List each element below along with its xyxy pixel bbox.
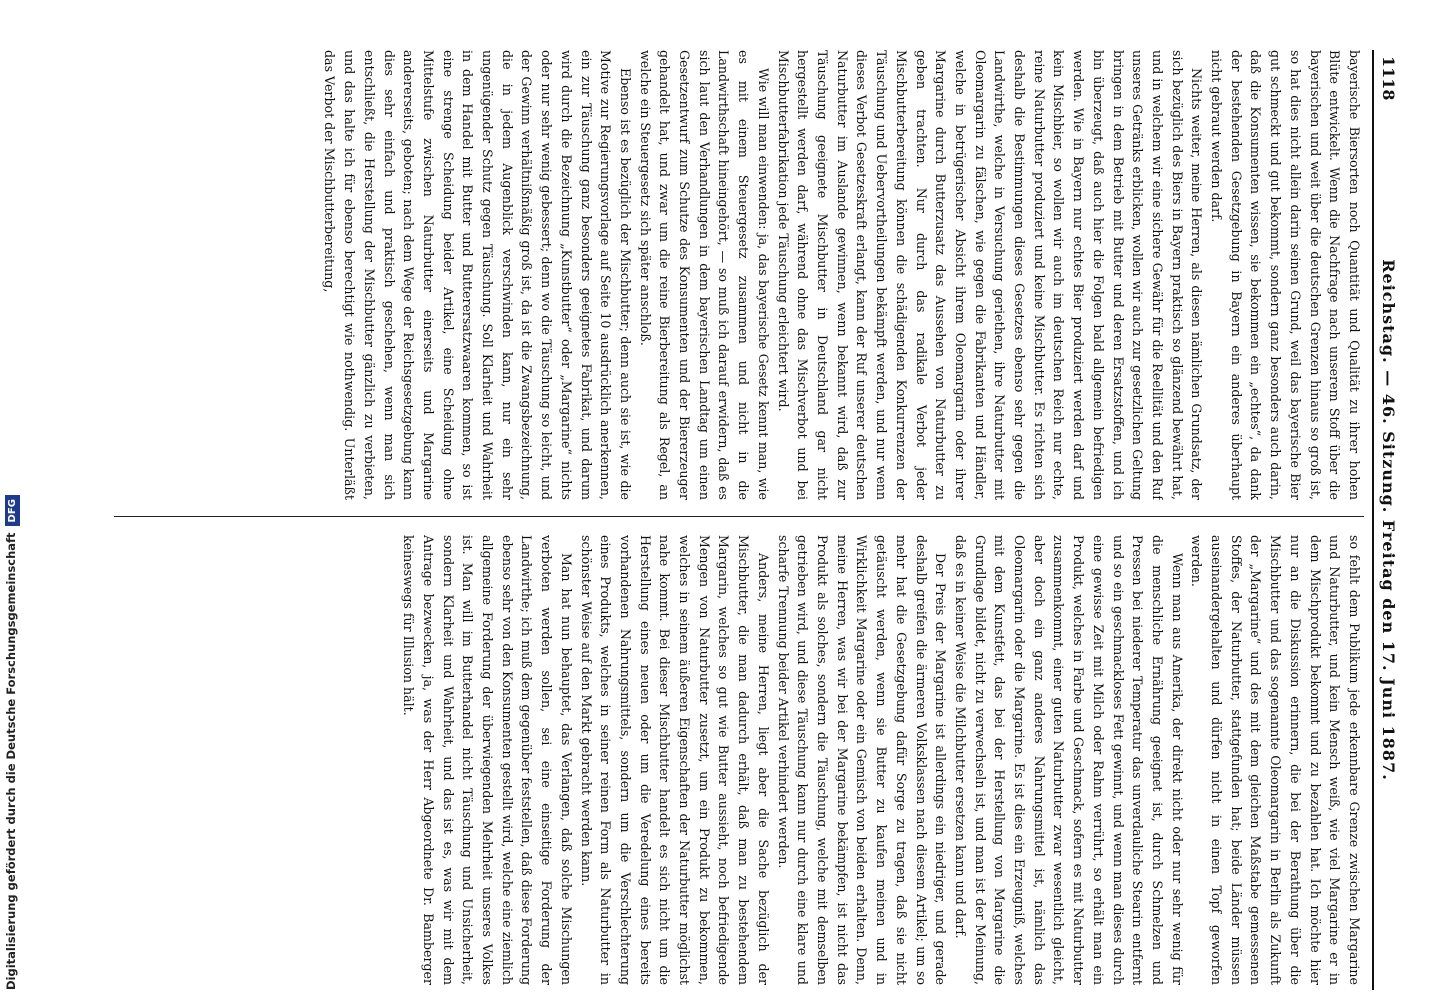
page-number: 1118 — [1379, 56, 1398, 101]
text-column-left — [114, 50, 1364, 500]
paragraph: Nichts weiter, meine Herren, als diesen nämlichen Grundsatz, der sich bezüglich des Biers in Bayern praktisch so glänzend bewährt hat, und in welchem wir eine sichere Gewähr für die Reellität und den Ruf unseres Getränks erblicken, wollen wir auch zur gesetzlichen Geltung bringen in dem Betrieb mit Butter und deren Ersatzstoffen, und ich bin überzeugt, daß auch hier die Folgen bald allgemein befriedigen werden. Wie in Bayern nur echtes Bier produziert werden darf und kein Mischbier, so wollen wir auch im deutschen Reich nur echte, reine Naturbutter produziert und keine Mischbutter. Es richten sich deshalb die Bestimmungen dieses Gesetzes ebenso sehr gegen die Landwirthe, welche in Versuchung geriethen, ihre Naturbutter mit Oleomargarin zu fälschen, wie gegen die Fabrikanten und Händler, welche in betrügerischer Absicht ihrem Oleomargarin oder ihrer Margarine durch Butterzusatz das Aussehen von Naturbutter zu geben trachten. Nur durch das radikale Verbot jeder Mischbutterbereitung können die schädigenden Konkurrenzen der Täuschung und Uebervortheilungen bekämpft werden, und nur wenn dieses Verbot Gesetzeskraft erlangt, kann der Ruf unserer deutschen Naturbutter im Auslande gewinnen, wenn bekannt wird, daß zur Täuschung geeignete Mischbutter in Deutschland gar nicht hergestellt werden darf, während ohne das Mischverbot und bei Mischbutterfabrikation jede Täuschung erleichtert wird. — [775, 50, 1205, 500]
paragraph: Anders, meine Herren, liegt aber die Sache bezüglich der Mischbutter, die man dadurch erhält, daß man zu bestehendem Margarin, welches so gut wie Butter aussieht, noch befriedigende Mengen von Naturbutter zusetzt, um ein Produkt zu bekommen, welches in seinem äußeren Eigenschaften der Naturbutter möglichst nahe kommt. Bei dieser Mischbutter handelt es sich nicht um die Herstellung eines neuen oder um die Veredelung eines bereits vorhandenen Nahrungsmittels, sondern um die Verschlechterung eines Produkts, welches in seiner reinen Form als Naturbutter in schönster Weise auf den Markt gebracht werden kann. — [578, 535, 771, 985]
paragraph: Wie will man einwenden: ja, das bayerische Gesetz kennt man, wie es mit einem Steuergesetz zusammen und nicht in die Landwirthschaft hineingehört, — so muß ich darauf erwidern, daß es sich laut den Verhandlungen in dem bayerischen Landtag um einen Gesetzentwurf zum Schutze des Konsumenten und der Biererzeuger gehandelt hat, und zwar um die reine Bierbereitung als Regel, an welche ein Steuergesetz sich später anschloß. — [637, 50, 771, 500]
paragraph: so fehlt dem Publikum jede erkennbare Grenze zwischen Margarine und Naturbutter, und kein Mensch weiß, wie viel Margarine er in dem Mischprodukt bekommt und zu bezahlen hat. Ich möchte hier nur an die Diskussion erinnern, die bei der Berathung über die Mischbutter und das sogenannte Oleomargarin in Berlin als Zukunft der „Margarine“ und des mit dem gleichen Maßstabe gemessenen Stoffes, der Naturbutter, stattgefunden hat; beide Länder müssen auseinandergehalten und dürfen nicht in einen Topf geworfen werden. — [1189, 535, 1362, 985]
text-column-right — [114, 535, 1364, 985]
column-divider — [114, 516, 1364, 517]
paragraph: Der Preis der Margarine ist allerdings ein niedriger, und gerade deshalb greifen die ärmeren Volksklassen nach diesem Artikel; um so mehr hat die Gesetzgebung dafür Sorge zu tragen, daß sie nicht getäuscht werden, wenn sie Butter zu kaufen meinen und in Wirklichkeit Margarine oder ein Gemisch von beiden erhalten. Denn, meine Herren, was wir bei der Margarine bekämpfen, ist nicht das Produkt als solches, sondern die Täuschung, welche mit demselben getrieben wird, und diese Täuschung kann nur durch eine klare und scharfe Trennung beider Artikel verhindert werden. — [775, 535, 949, 985]
scanned-page — [100, 50, 1400, 990]
paragraph: Wenn man aus Amerika, der direkt nicht oder nur sehr wenig für die menschliche Ernährung geeignet ist, durch Schmelzen und Pressen bei niederer Temperatur das unverdauliche Stearin entfernt und so ein geschmackloses Fett gewinnt, und wenn man dieses durch eine gewisse Zeit mit Milch oder Rahm verrührt, so erhält man ein Produkt, welches in Farbe und Geschmack, sofern es mit Naturbutter zusammenkommt, einer guten Naturbutter zwar wesentlich gleicht, aber doch ein ganz anderes Nahrungsmittel ist, nämlich das Oleomargarin oder die Margarine. Es ist dies ein Erzeugniß, welches mit dem Kunstfett, das bei der Herstellung von Margarine die Grundlage bildet, nicht zu verwechseln ist, und man ist der Meinung, daß es in keiner Weise die Milchbutter ersetzen kann und darf. — [952, 535, 1185, 985]
dfg-logo: DFG — [5, 495, 20, 526]
paragraph: Ebenso ist es bezüglich der Mischbutter; denn auch sie ist, wie die Motive zur Regierungsvorlage auf Seite 10 ausdrücklich anerkennen, ein zur Täuschung ganz besonders geeignetes Fabrikat, und darum wird durch die Bezeichnung „Kunstbutter“ oder „Margarine“ nichts oder nur sehr wenig gebessert; denn wo die Täuschung so leicht, und der Gewinn verhältnißmäßig groß ist, da ist die Zwangsbezeichnung, die in jedem Augenblick verschwinden kann, nur ein sehr ungenügender Schutz gegen Täuschung. Soll Klarheit und Wahrheit in dem Handel mit Butter und Butterersatzwaaren kommen, so ist eine strenge Scheidung beider Artikel, eine Scheidung ohne Mittelstufe zwischen Naturbutter einerseits und Margarine andererseits, geboten; nach dem Wege der Reichsgesetzgebung kann dies sehr einfach und praktisch geschehen, wenn man sich entschließt, die Herstellung der Mischbutter gänzlich zu verbieten, und das halte ich für ebenso berechtigt wie nothwendig. Unterläßt das Verbot der Mischbutterbereitung, — [322, 50, 633, 500]
credit-text: Digitalisierung gefördert durch die Deutsche Forschungsgemeinschaft — [4, 532, 18, 990]
page-header — [1372, 50, 1400, 990]
running-title: Reichstag. — 46. Sitzung. Freitag den 17. Juni 1887. — [1379, 259, 1398, 781]
paragraph: Man hat nun behauptet, das Verlangen, daß solche Mischungen verboten werden sollen, sei eine einseitige Forderung der Landwirthe; ich muß dem gegenüber feststellen, daß diese Forderung ebenso sehr von den Konsumenten gestellt wird, welche eine ziemlich allgemeine Forderung der überwiegenden Mehrheit unseres Volkes ist. Man will im Butterhandel nicht Täuschung und Unsicherheit, sondern Klarheit und Wahrheit, und das ist es, was wir mit dem Antrage bezwecken, ja, was der Herr Abgeordnete Dr. Bamberger keineswegs für Illusion hält. — [401, 535, 574, 985]
digitization-credit — [4, 495, 20, 990]
paragraph: bayerische Biersorten noch Quantität und Qualität zu ihrer hohen Blüte entwickelt. Wenn die Nachfrage nach unserem Stoff über die bayerischen und weit über die deutschen Grenzen hinaus so groß ist, so hat dies nicht allein darin seinen Grund, weil das bayerische Bier gut schmeckt und gut bekommt, sondern ganz besonders auch darin, daß die Konsumenten wissen, sie bekommen ein „echtes“, da dank der bestehenden Gesetzgebung in Bayern ein anderes überhaupt nicht gebraut werden darf. — [1209, 50, 1362, 500]
